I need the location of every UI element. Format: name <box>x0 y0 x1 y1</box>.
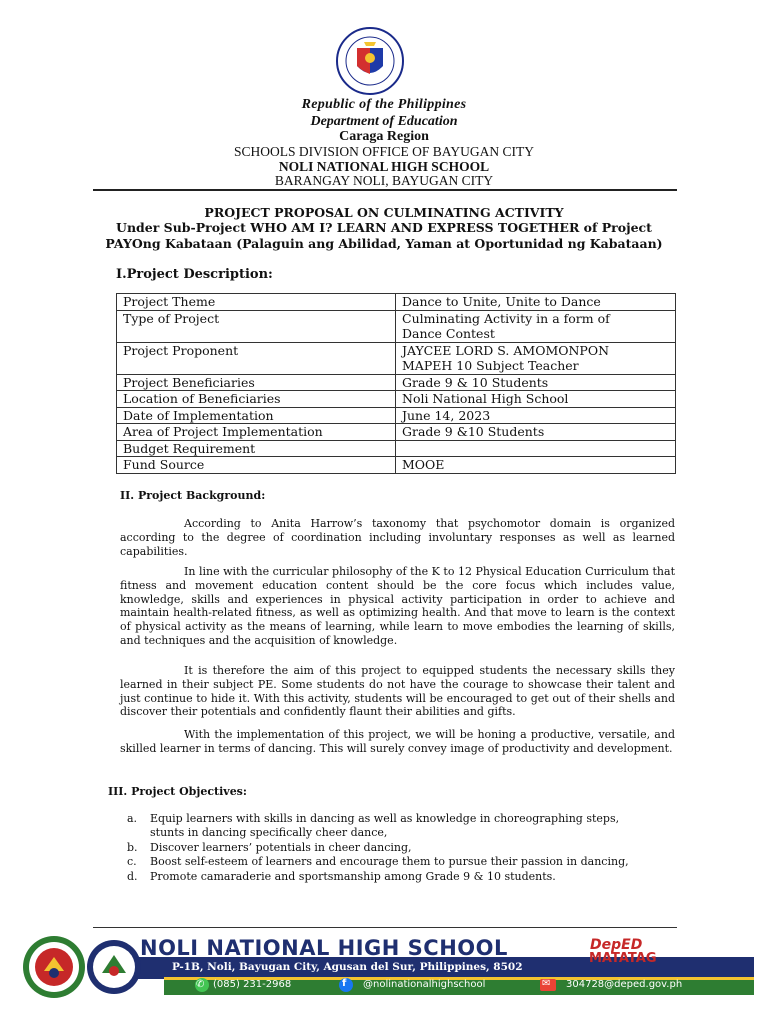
table-row <box>117 294 676 311</box>
footer-school-name: NOLI NATIONAL HIGH SCHOOL <box>140 936 508 960</box>
list-text: Boost self-esteem of learners and encourage them to pursue their passion in dancing, <box>150 855 629 869</box>
objectives-list <box>127 812 650 884</box>
list-letter: c. <box>127 855 137 869</box>
table-key: Fund Source <box>117 457 396 474</box>
paragraph-text: With the implementation of this project, we will be honing a productive, versatile, and skilled learner in terms of dancing. This will surely convey image of productivity and development. <box>120 728 675 755</box>
list-letter: d. <box>127 869 138 883</box>
table-row <box>117 391 676 408</box>
list-text: Discover learners’ potentials in cheer dancing, <box>150 840 412 854</box>
table-value <box>396 310 676 342</box>
header-school: NOLI NATIONAL HIGH SCHOOL <box>278 159 490 174</box>
table-key: Location of Beneficiaries <box>117 391 396 408</box>
matatag-logo-text: MATATAG <box>589 951 657 966</box>
background-paragraph-3 <box>120 664 675 719</box>
title-line-3: PAYOng Kabataan (Palaguin ang Abilidad, Yaman at Oportunidad ng Kabataan) <box>105 236 663 251</box>
title-line-2: Under Sub-Project WHO AM I? LEARN AND EXPRESS TOGETHER of Project <box>116 220 652 235</box>
table-row <box>117 440 676 457</box>
facebook-icon: f <box>342 978 347 989</box>
table-value-line-1: Culminating Activity in a form of <box>402 310 610 326</box>
table-value: Dance to Unite, Unite to Dance <box>396 294 676 311</box>
table-row <box>117 374 676 391</box>
table-value <box>396 342 676 374</box>
table-value <box>396 440 676 457</box>
paragraph-text: According to Anita Harrow’s taxonomy that psychomotor domain is organized according to the degree of coordination including involuntary responses as well as learned capabilities. <box>120 517 675 558</box>
background-paragraph-2 <box>120 565 675 648</box>
table-value-line-2: Dance Contest <box>402 326 495 341</box>
header-region: Caraga Region <box>339 129 429 144</box>
table-row <box>117 457 676 474</box>
paragraph-text: It is therefore the aim of this project to equipped students the necessary skills they learned in their subject PE. Some students do not have the courage to showcase their talent and just continue to hide it. With this activity, students will be encouraged to get out of their shells and discover their potentials and confidently flaunt their abilities and gifts. <box>120 664 675 719</box>
title-line-1: PROJECT PROPOSAL ON CULMINATING ACTIVITY <box>204 205 564 220</box>
background-paragraph-1 <box>120 517 675 558</box>
section-1-heading: I.Project Description: <box>116 267 273 282</box>
footer-facebook: @nolinationalhighschool <box>363 979 486 990</box>
list-letter: a. <box>127 812 138 825</box>
list-letter: b. <box>127 840 138 854</box>
list-text: Equip learners with skills in dancing as well as knowledge in choreographing steps, stunts in dancing specifically cheer dance, <box>150 812 620 840</box>
project-description-table <box>116 293 676 474</box>
header-divider <box>93 189 677 191</box>
paragraph-text: In line with the curricular philosophy of the K to 12 Physical Education Curriculum that fitness and movement education content should be the core focus which includes value, knowledge, skills and experiences in physical activity participation in order to achieve and maintain health-related fitness, as well as optimizing health. And that move to learn is the context of physical activity as the means of learning, while learn to move embodies the learning of skills, and techniques and the acquisition of knowledge. <box>120 565 675 647</box>
phone-icon: ✆ <box>196 979 205 990</box>
header-republic: Republic of the Philippines <box>301 97 467 112</box>
list-item <box>127 869 650 884</box>
header-department: Department of Education <box>310 114 458 129</box>
table-value-line-2: MAPEH 10 Subject Teacher <box>402 358 579 373</box>
deped-logo-text: DepED <box>590 937 643 953</box>
table-value: MOOE <box>396 457 676 474</box>
table-row <box>117 407 676 424</box>
header-division: SCHOOLS DIVISION OFFICE OF BAYUGAN CITY <box>234 144 534 159</box>
table-row <box>117 424 676 441</box>
table-value-line-1: JAYCEE LORD S. AMOMONPON <box>402 342 610 358</box>
footer-email: 304728@deped.gov.ph <box>566 979 683 990</box>
list-item <box>127 840 650 855</box>
table-value: June 14, 2023 <box>396 407 676 424</box>
table-key: Project Theme <box>117 294 396 311</box>
background-paragraph-4 <box>120 728 675 756</box>
list-text: Promote camaraderie and sportsmanship among Grade 9 & 10 students. <box>150 869 556 883</box>
mail-icon: ✉ <box>542 978 551 989</box>
table-key: Type of Project <box>117 310 396 342</box>
table-key: Area of Project Implementation <box>117 424 396 441</box>
list-item <box>127 855 650 869</box>
table-value: Noli National High School <box>396 391 676 408</box>
table-row <box>117 310 676 342</box>
footer-divider <box>93 927 677 928</box>
table-key: Project Beneficiaries <box>117 374 396 391</box>
header-barangay: BARANGAY NOLI, BAYUGAN CITY <box>274 173 494 188</box>
list-item <box>127 812 650 841</box>
table-key: Budget Requirement <box>117 440 396 457</box>
table-value: Grade 9 &10 Students <box>396 424 676 441</box>
footer-address: P-1B, Noli, Bayugan City, Agusan del Sur, Philippines, 8502 <box>172 961 523 973</box>
footer-phone: (085) 231-2968 <box>213 979 292 990</box>
section-3-heading: III. Project Objectives: <box>108 785 247 798</box>
table-row <box>117 342 676 374</box>
section-2-heading: II. Project Background: <box>120 489 266 502</box>
table-key: Project Proponent <box>117 342 396 374</box>
deped-seal-logo <box>335 26 405 96</box>
table-value: Grade 9 & 10 Students <box>396 374 676 391</box>
table-key: Date of Implementation <box>117 407 396 424</box>
